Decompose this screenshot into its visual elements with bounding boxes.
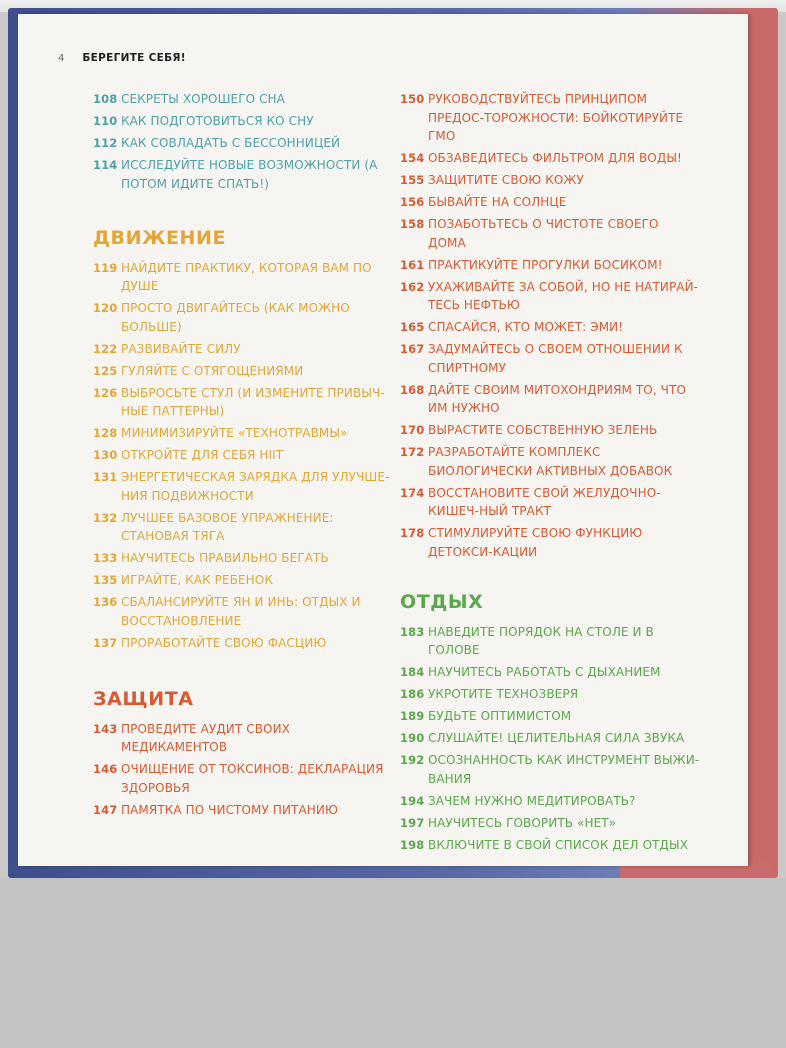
toc-entry-title: ЭНЕРГЕТИЧЕСКАЯ ЗАРЯДКА ДЛЯ УЛУЧШЕ-НИЯ ПОДВИЖНОСТИ [121,470,390,503]
page-number: 4 [58,53,65,64]
toc-entry-title: СПАСАЙСЯ, КТО МОЖЕТ: ЭМИ! [428,320,624,334]
toc-page-number: 155 [400,173,425,187]
toc-page-number: 133 [93,551,118,565]
toc-page-number: 162 [400,279,425,294]
toc-page-number: 186 [400,687,425,701]
toc-page-number: 168 [400,382,425,397]
toc-entry-title: ВЫРАСТИТЕ СОБСТВЕННУЮ ЗЕЛЕНЬ [428,423,658,437]
toc-entry [400,484,700,521]
toc-page-number: 128 [93,426,118,440]
toc-page-number: 122 [93,341,118,356]
toc-entry [400,814,700,833]
toc-entry [93,384,393,421]
toc-entry [93,634,393,653]
toc-entry [93,340,393,359]
toc-entry-title: РАЗРАБОТАЙТЕ КОМПЛЕКС БИОЛОГИЧЕСКИ АКТИВНЫХ ДОБАВОК [428,445,673,478]
toc-entry-title: РУКОВОДСТВУЙТЕСЬ ПРИНЦИПОМ ПРЕДОС-ТОРОЖНОСТИ: БОЙКОТИРУЙТЕ ГМО [428,92,684,143]
toc-entry-title: СБАЛАНСИРУЙТЕ ЯН И ИНЬ: ОТДЫХ И ВОССТАНОВЛЕНИЕ [121,595,361,628]
toc-page-number: 119 [93,260,118,275]
toc-entry-title: НАУЧИТЕСЬ ГОВОРИТЬ «НЕТ» [428,815,617,830]
toc-page-number: 137 [93,635,118,650]
toc-entry [400,90,700,146]
toc-page-number: 125 [93,363,118,378]
toc-entry [93,424,393,443]
toc-entry [93,134,393,153]
toc-entry [400,792,700,811]
toc-entry-title: ИССЛЕДУЙТЕ НОВЫЕ ВОЗМОЖНОСТИ (А ПОТОМ ИДИТЕ СПАТЬ!) [121,158,378,191]
toc-page-number: 112 [93,136,118,150]
toc-entry [400,623,700,660]
toc-page-number: 110 [93,114,118,128]
toc-entry [93,90,393,109]
toc-entry [93,259,393,296]
toc-entry [400,663,700,682]
toc-page-number: 172 [400,445,425,459]
toc-page-number: 108 [93,92,118,106]
toc-entry [93,720,393,757]
toc-page-number: 130 [93,448,118,462]
toc-entry-title: ОСОЗНАННОСТЬ КАК ИНСТРУМЕНТ ВЫЖИ-ВАНИЯ [428,753,700,786]
toc-right-column [400,90,700,858]
toc-page-number: 183 [400,624,425,639]
toc-page-number: 197 [400,815,425,830]
toc-entry-title: МИНИМИЗИРУЙТЕ «ТЕХНОТРАВМЫ» [121,426,348,440]
book-page [18,14,748,866]
toc-entry [93,362,393,381]
toc-entry [93,549,393,568]
section-title-protection: ЗАЩИТА [93,687,194,710]
toc-entry-title: ВОССТАНОВИТЕ СВОЙ ЖЕЛУДОЧНО-КИШЕЧ-НЫЙ ТРАКТ [428,485,661,518]
toc-page-number: 135 [93,573,118,587]
toc-entry-title: УХАЖИВАЙТЕ ЗА СОБОЙ, НО НЕ НАТИРАЙ-ТЕСЬ НЕФТЬЮ [428,279,699,312]
scanner-bed [0,878,786,1048]
toc-entry [400,836,700,855]
toc-page-number: 146 [93,762,118,776]
toc-page-number: 192 [400,753,425,767]
toc-page-number: 167 [400,342,425,356]
protection-list [93,720,393,820]
toc-entry-title: ПРАКТИКУЙТЕ ПРОГУЛКИ БОСИКОМ! [428,257,663,272]
toc-entry-title: ЗАЩИТИТЕ СВОЮ КОЖУ [428,173,584,187]
toc-entry-title: НАУЧИТЕСЬ ПРАВИЛЬНО БЕГАТЬ [121,551,329,565]
toc-page-number: 158 [400,217,425,231]
toc-entry-title: ГУЛЯЙТЕ С ОТЯГОЩЕНИЯМИ [121,363,304,378]
movement-list [93,259,393,653]
toc-entry-title: БУДЬТЕ ОПТИМИСТОМ [428,709,572,723]
toc-entry-title: ДАЙТЕ СВОИМ МИТОХОНДРИЯМ ТО, ЧТО ИМ НУЖНО [428,382,686,415]
toc-page-number: 194 [400,793,425,808]
toc-entry-title: ИГРАЙТЕ, КАК РЕБЕНОК [121,573,273,587]
toc-page-number: 178 [400,526,425,540]
toc-page-number: 147 [93,802,118,817]
toc-entry-title: ПАМЯТКА ПО ЧИСТОМУ ПИТАНИЮ [121,802,339,817]
toc-page-number: 120 [93,301,118,315]
rest-list [400,623,700,855]
toc-page-number: 114 [93,158,118,172]
toc-entry [93,760,393,797]
toc-entry-title: НАВЕДИТЕ ПОРЯДОК НА СТОЛЕ И В ГОЛОВЕ [428,624,654,657]
toc-entry-title: ПРОРАБОТАЙТЕ СВОЮ ФАСЦИЮ [121,635,327,650]
toc-entry [400,193,700,212]
toc-page-number: 143 [93,721,118,736]
section-title-rest: ОТДЫХ [400,590,484,613]
toc-entry [93,299,393,336]
toc-entry-title: КАК СОВЛАДАТЬ С БЕССОННИЦЕЙ [121,136,341,150]
toc-page-number: 126 [93,385,118,400]
toc-entry [93,593,393,630]
toc-page-number: 131 [93,470,118,484]
toc-page-number: 161 [400,257,425,272]
toc-entry-title: БЫВАЙТЕ НА СОЛНЦЕ [428,195,567,209]
toc-entry [400,381,700,418]
toc-page-number: 154 [400,151,425,165]
toc-entry-title: ОЧИЩЕНИЕ ОТ ТОКСИНОВ: ДЕКЛАРАЦИЯ ЗДОРОВЬЯ [121,762,384,795]
toc-entry-title: ЛУЧШЕЕ БАЗОВОЕ УПРАЖНЕНИЕ: СТАНОВАЯ ТЯГА [121,510,334,543]
toc-page-number: 174 [400,485,425,500]
toc-entry-title: СТИМУЛИРУЙТЕ СВОЮ ФУНКЦИЮ ДЕТОКСИ-КАЦИИ [428,526,643,559]
toc-entry [400,729,700,748]
toc-entry-title: ВЫБРОСЬТЕ СТУЛ (И ИЗМЕНИТЕ ПРИВЫЧ-НЫЕ ПАТТЕРНЫ) [121,385,385,418]
toc-entry [93,156,393,193]
toc-entry-title: СЛУШАЙТЕ! ЦЕЛИТЕЛЬНАЯ СИЛА ЗВУКА [428,731,685,745]
page-header [58,52,186,64]
toc-entry [400,340,700,377]
toc-entry-title: КАК ПОДГОТОВИТЬСЯ КО СНУ [121,114,314,128]
toc-entry [93,801,393,820]
toc-entry-title: ОТКРОЙТЕ ДЛЯ СЕБЯ HIIT [121,448,284,462]
toc-entry [93,509,393,546]
toc-entry-title: ПОЗАБОТЬТЕСЬ О ЧИСТОТЕ СВОЕГО ДОМА [428,217,659,250]
toc-page-number: 150 [400,92,425,106]
toc-page-number: 132 [93,510,118,525]
section-title-movement: ДВИЖЕНИЕ [93,226,227,249]
toc-entry [93,468,393,505]
toc-entry-title: ПРОСТО ДВИГАЙТЕСЬ (КАК МОЖНО БОЛЬШЕ) [121,301,350,334]
toc-entry [400,171,700,190]
toc-entry [400,685,700,704]
toc-entry [400,215,700,252]
toc-entry [400,278,700,315]
toc-page-number: 184 [400,665,425,679]
toc-entry [93,112,393,131]
toc-entry [400,318,700,337]
toc-entry-title: НАЙДИТЕ ПРАКТИКУ, КОТОРАЯ ВАМ ПО ДУШЕ [121,260,372,293]
toc-entry [400,149,700,168]
book-title: БЕРЕГИТЕ СЕБЯ! [82,52,186,64]
toc-page-number: 189 [400,709,425,723]
toc-entry [400,421,700,440]
toc-page-number: 170 [400,423,425,437]
toc-page-number: 156 [400,195,425,209]
toc-entry-title: УКРОТИТЕ ТЕХНОЗВЕРЯ [428,687,579,701]
toc-entry-title: ЗАДУМАЙТЕСЬ О СВОЕМ ОТНОШЕНИИ К СПИРТНОМУ [428,342,683,375]
toc-entry [400,707,700,726]
toc-entry-title: РАЗВИВАЙТЕ СИЛУ [121,341,241,356]
toc-page-number: 136 [93,595,118,609]
toc-entry [400,256,700,275]
toc-entry [93,571,393,590]
toc-entry-title: ВКЛЮЧИТЕ В СВОЙ СПИСОК ДЕЛ ОТДЫХ [428,837,689,852]
toc-entry-title: ЗАЧЕМ НУЖНО МЕДИТИРОВАТЬ? [428,793,636,808]
toc-left-column [93,90,393,823]
toc-page-number: 190 [400,731,425,745]
toc-entry-title: ОБЗАВЕДИТЕСЬ ФИЛЬТРОМ ДЛЯ ВОДЫ! [428,151,682,165]
toc-entry-title: СЕКРЕТЫ ХОРОШЕГО СНА [121,92,285,106]
toc-page-number: 165 [400,320,425,334]
toc-page-number: 198 [400,837,425,852]
toc-entry-title: НАУЧИТЕСЬ РАБОТАТЬ С ДЫХАНИЕМ [428,665,661,679]
toc-entry [93,446,393,465]
toc-entry-title: ПРОВЕДИТЕ АУДИТ СВОИХ МЕДИКАМЕНТОВ [121,721,290,754]
toc-entry [400,443,700,480]
protection-list-cont [400,90,700,561]
toc-entry [400,751,700,788]
sleep-list [93,90,393,193]
toc-entry [400,524,700,561]
